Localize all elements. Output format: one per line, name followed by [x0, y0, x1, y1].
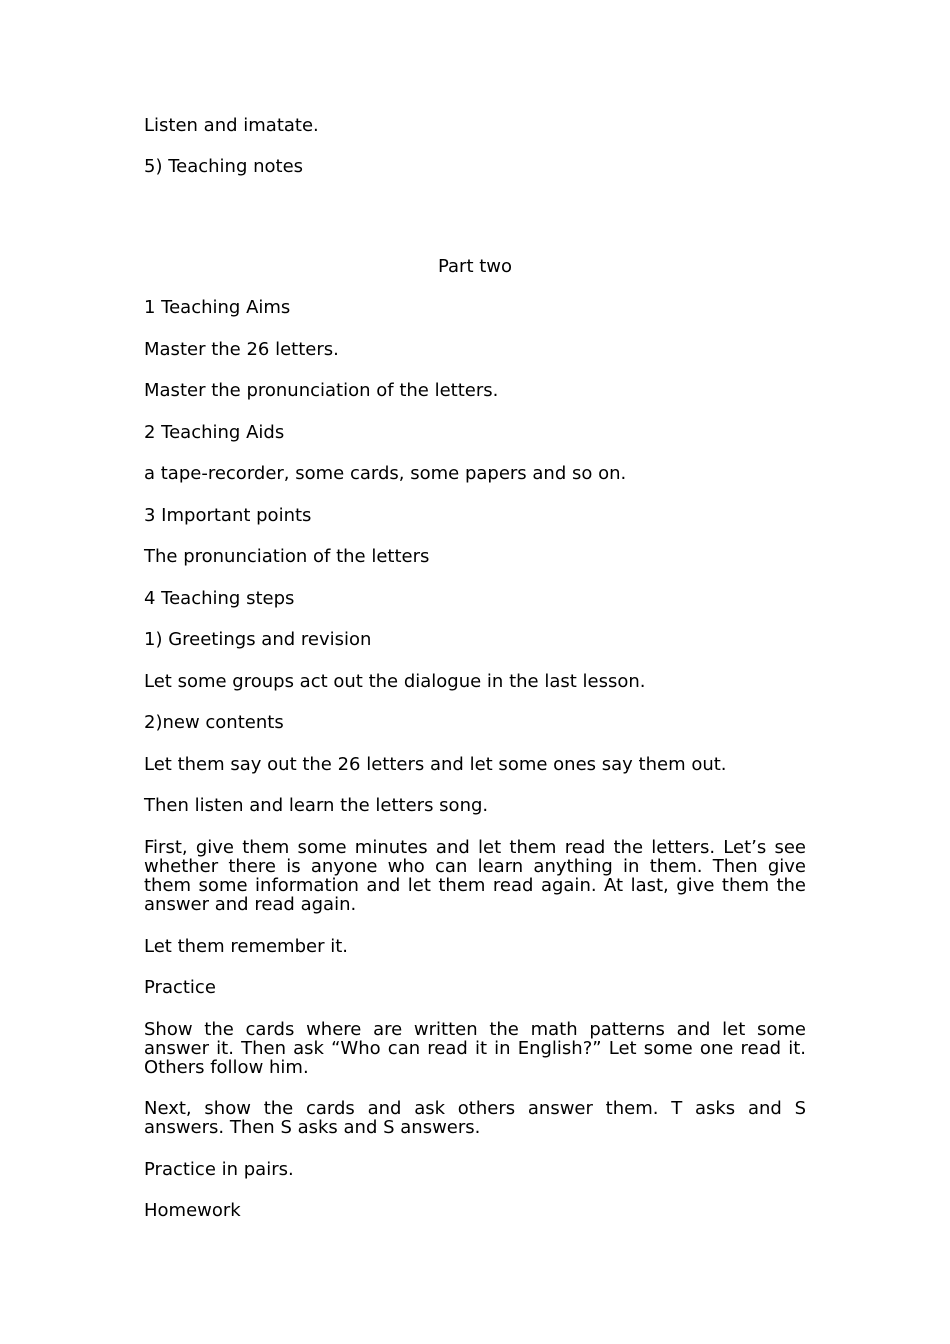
paragraph-show-cards: Show the cards where are written the math patterns and let some answer it. Then ask “Who can read it in English?” Let some one read it. Others follow him. — [144, 1019, 806, 1078]
paragraph-homework-heading: Homework — [144, 1200, 241, 1221]
paragraph-teaching-aids: a tape-recorder, some cards, some papers and so on. — [144, 463, 627, 484]
paragraph-teaching-notes: 5) Teaching notes — [144, 156, 304, 177]
paragraph-master-letters: Master the 26 letters. — [144, 339, 339, 360]
paragraph-new-contents: 2)new contents — [144, 712, 284, 733]
section-heading-part-two: Part two — [437, 256, 513, 277]
paragraph-important-points-heading: 3 Important points — [144, 505, 312, 526]
paragraph-practice-heading: Practice — [144, 977, 216, 998]
paragraph-letters-song: Then listen and learn the letters song. — [144, 795, 489, 816]
paragraph-important-points: The pronunciation of the letters — [144, 546, 430, 567]
paragraph-say-letters: Let them say out the 26 letters and let some ones say them out. — [144, 754, 727, 775]
paragraph-practice-pairs: Practice in pairs. — [144, 1159, 294, 1180]
paragraph-teaching-steps-heading: 4 Teaching steps — [144, 588, 295, 609]
paragraph-remember-it: Let them remember it. — [144, 936, 348, 957]
paragraph-read-letters: First, give them some minutes and let them read the letters. Let’s see whether there is anyone who can learn anything in them. Then give them some information and let them read again. At last, give them the answer and read again. — [144, 837, 806, 915]
paragraph-master-pronunciation: Master the pronunciation of the letters. — [144, 380, 499, 401]
paragraph-teaching-aids-heading: 2 Teaching Aids — [144, 422, 285, 443]
paragraph-listen-imitate: Listen and imatate. — [144, 115, 319, 136]
paragraph-teaching-aims-heading: 1 Teaching Aims — [144, 297, 291, 318]
paragraph-act-dialogue: Let some groups act out the dialogue in the last lesson. — [144, 671, 646, 692]
paragraph-ask-answer: Next, show the cards and ask others answer them. T asks and S answers. Then S asks and S answers. — [144, 1098, 806, 1138]
paragraph-greetings-revision: 1) Greetings and revision — [144, 629, 372, 650]
